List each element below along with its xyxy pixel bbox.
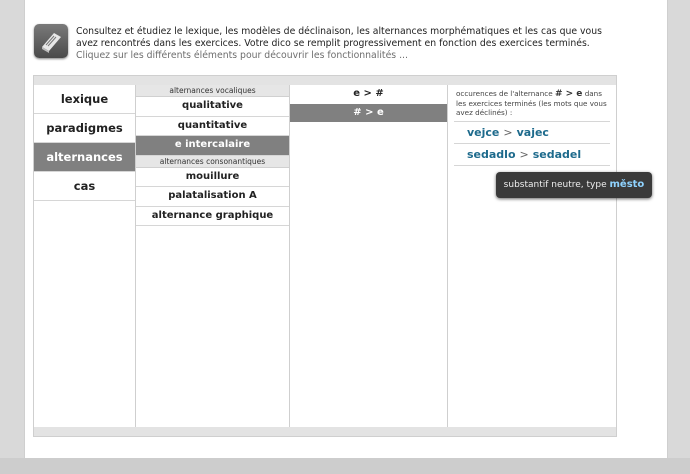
occurrences-alternance: # > e <box>554 89 583 99</box>
word-link[interactable]: vejce <box>467 126 500 139</box>
alternance-mouillure[interactable]: mouillure <box>136 168 289 188</box>
word-link[interactable]: sedadlo <box>467 148 516 161</box>
vocaliques-heading: alternances vocaliques <box>136 85 289 97</box>
alternance-types-column <box>136 85 290 427</box>
alternance-e-intercalaire[interactable]: e intercalaire <box>136 136 289 156</box>
menu-item-cas[interactable]: cas <box>34 172 135 201</box>
dictionary-columns <box>34 85 616 427</box>
menu-item-alternances[interactable]: alternances <box>34 143 135 172</box>
occurrence-pair <box>454 122 610 144</box>
arrow: > <box>503 126 513 139</box>
book-icon <box>34 24 68 58</box>
alternance-palatalisation[interactable]: palatalisation A <box>136 187 289 207</box>
arrow: > <box>519 148 529 161</box>
menu-item-lexique[interactable]: lexique <box>34 85 135 114</box>
consonantiques-heading: alternances consonantiques <box>136 156 289 168</box>
occurrences-description <box>448 85 616 117</box>
occurrences-prefix: occurences de l'alternance <box>456 89 553 98</box>
menu-item-paradigmes[interactable]: paradigmes <box>34 114 135 143</box>
occurrences-suffix: dans les exercices terminés (les mots que vous avez déclinés) : <box>456 89 607 117</box>
alternance-quantitative[interactable]: quantitative <box>136 117 289 137</box>
word-link[interactable]: vajec <box>516 126 549 139</box>
dictionary-panel <box>33 75 617 437</box>
tooltip-type-word: město <box>609 179 645 190</box>
word-link[interactable]: sedadel <box>532 148 582 161</box>
footer-strip <box>0 458 690 474</box>
intro-description: Consultez et étudiez le lexique, les modèles de déclinaison, les alternances morphématiques et les cas que vous avez rencontrés dans les exercices. Votre dico se remplit progressivement en fonction des exercices terminés. <box>76 26 602 49</box>
alternance-graphique[interactable]: alternance graphique <box>136 207 289 227</box>
intercalaire-column <box>290 85 448 427</box>
word-tooltip <box>496 172 652 198</box>
intro-hint: Cliquez sur les différents éléments pour découvrir les fonctionnalités ... <box>76 50 408 61</box>
intro-text <box>76 26 616 62</box>
alternance-qualitative[interactable]: qualitative <box>136 97 289 117</box>
occurrence-pair <box>454 144 610 166</box>
alternance-zero-to-e[interactable]: # > e <box>290 104 447 123</box>
main-menu-column <box>34 85 136 427</box>
tooltip-text: substantif neutre, type <box>503 180 607 190</box>
occurrences-column <box>448 85 616 427</box>
alternance-e-to-zero[interactable]: e > # <box>353 88 384 99</box>
